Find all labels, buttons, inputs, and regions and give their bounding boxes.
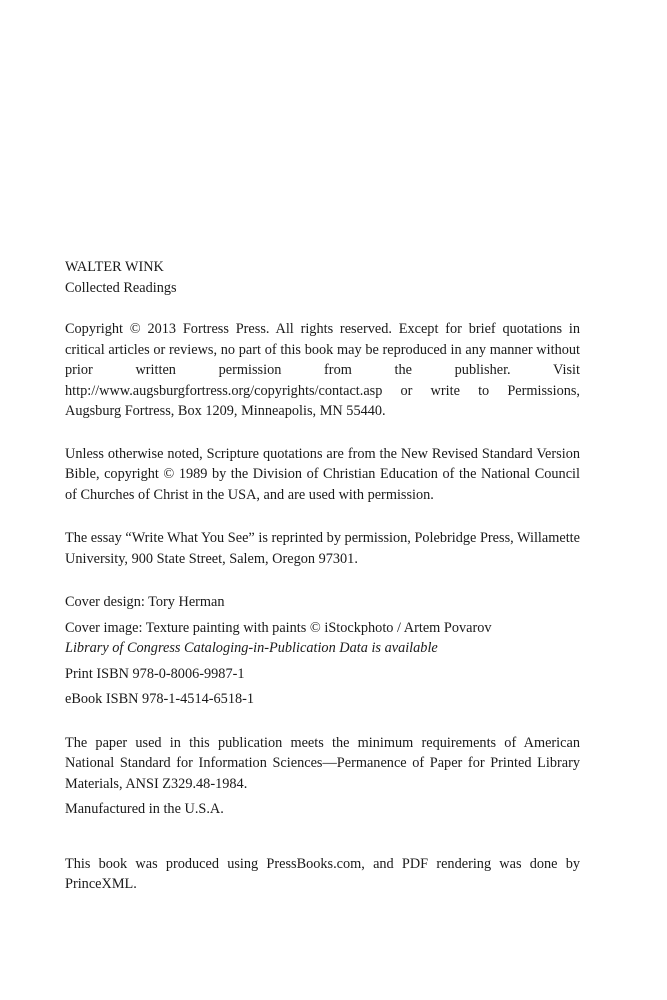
title-block [65,257,580,298]
cover-design-credit: Cover design: Tory Herman [65,594,225,610]
copyright-page [65,257,580,895]
producer-notice: This book was produced using PressBooks.com, and PDF rendering was done by PrinceXML. [65,855,580,892]
manufactured-notice: Manufactured in the U.S.A. [65,801,224,817]
print-isbn: Print ISBN 978-0-8006-9987-1 [65,665,245,682]
cover-image-credit: Cover image: Texture painting with paints © iStockphoto / Artem Povarov [65,619,492,636]
book-title: Collected Readings [65,279,177,296]
essay-permission: The essay “Write What You See” is reprinted by permission, Polebridge Press, Willamette University, 900 State Street, Salem, Oregon 97301. [65,530,580,567]
scripture-notice: Unless otherwise noted, Scripture quotations are from the New Revised Standard Version Bible, copyright © 1989 by the Division of Christian Education of the National Council of Churches of Christ in the USA, and are used with permission. [65,445,580,503]
loc-cip-notice: Library of Congress Cataloging-in-Publication Data is available [65,640,438,656]
author-name: WALTER WINK [65,259,164,275]
ebook-isbn: eBook ISBN 978-1-4514-6518-1 [65,691,255,707]
paper-standard-notice: The paper used in this publication meets the minimum requirements of American National Standard for Information Sciences—Permanence of Paper for Printed Library Materials, ANSI Z329.48-1984. [65,734,580,792]
copyright-notice: Copyright © 2013 Fortress Press. All rights reserved. Except for brief quotations in critical articles or reviews, no part of this book may be reproduced in any manner without prior written permission from the publisher. Visit http://www.augsburgfortress.org/copyrights/contact.asp or write to Permissions, Augsburg Fortress, Box 1209, Minneapolis, MN 55440. [65,321,580,419]
